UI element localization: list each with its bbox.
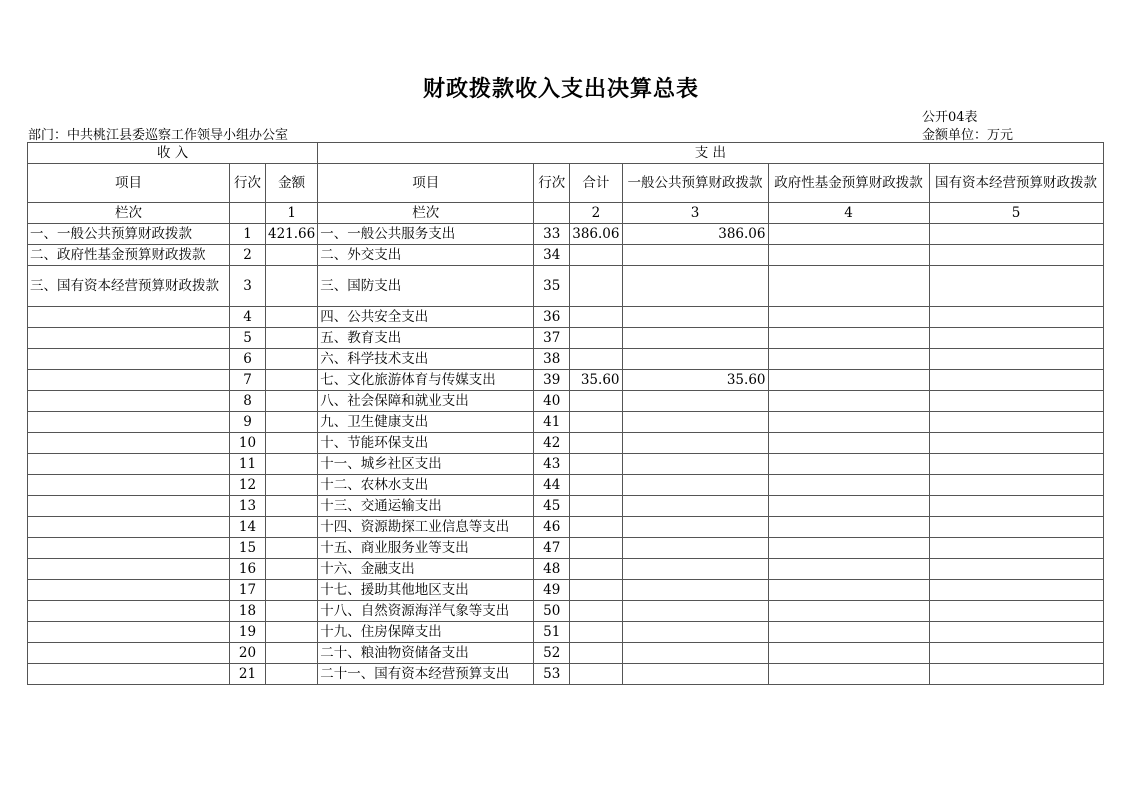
income-item-cell [28, 370, 230, 391]
table-row [28, 496, 1104, 517]
column-index-amount: 1 [266, 203, 318, 224]
expense-item-cell: 十五、商业服务业等支出 [318, 538, 534, 559]
table-row [28, 245, 1104, 266]
amount-unit-label: 金额单位：万元 [922, 128, 1014, 143]
department-label: 部门：中共桃江县委巡察工作领导小组办公室 [28, 128, 289, 143]
expense-item-cell: 十二、农林水支出 [318, 475, 534, 496]
general-budget-cell: 386.06 [622, 224, 768, 245]
expense-total-header: 合计 [570, 164, 622, 203]
total-amount-cell [570, 622, 622, 643]
total-amount-cell [570, 559, 622, 580]
gov-fund-cell [768, 349, 929, 370]
income-row-number: 3 [230, 266, 266, 307]
income-amount-cell [266, 496, 318, 517]
income-item-cell [28, 475, 230, 496]
general-budget-cell [622, 643, 768, 664]
income-item-cell [28, 643, 230, 664]
state-capital-cell [929, 224, 1103, 245]
total-amount-cell [570, 664, 622, 685]
general-budget-cell [622, 496, 768, 517]
expense-row-number: 35 [534, 266, 570, 307]
expense-row-number: 45 [534, 496, 570, 517]
general-budget-cell [622, 517, 768, 538]
general-budget-cell [622, 412, 768, 433]
general-budget-cell [622, 391, 768, 412]
income-amount-cell [266, 643, 318, 664]
general-budget-cell [622, 559, 768, 580]
state-capital-cell [929, 559, 1103, 580]
total-amount-cell [570, 245, 622, 266]
total-amount-cell [570, 412, 622, 433]
expense-item-cell: 五、教育支出 [318, 328, 534, 349]
income-item-cell [28, 496, 230, 517]
state-capital-cell [929, 412, 1103, 433]
income-amount-cell [266, 538, 318, 559]
state-capital-cell [929, 580, 1103, 601]
income-row-number: 4 [230, 307, 266, 328]
expense-item-cell: 八、社会保障和就业支出 [318, 391, 534, 412]
total-amount-cell [570, 643, 622, 664]
state-capital-cell [929, 328, 1103, 349]
general-budget-cell [622, 245, 768, 266]
income-item-cell [28, 433, 230, 454]
column-index-label-left: 栏次 [28, 203, 230, 224]
expense-item-cell: 二十、粮油物资储备支出 [318, 643, 534, 664]
table-row [28, 622, 1104, 643]
total-amount-cell [570, 391, 622, 412]
state-capital-cell [929, 245, 1103, 266]
state-capital-cell [929, 349, 1103, 370]
expense-item-cell: 三、国防支出 [318, 266, 534, 307]
state-capital-cell [929, 643, 1103, 664]
state-capital-cell [929, 266, 1103, 307]
gov-fund-header: 政府性基金预算财政拨款 [768, 164, 929, 203]
general-budget-cell [622, 622, 768, 643]
general-budget-cell [622, 266, 768, 307]
gov-fund-cell [768, 580, 929, 601]
column-index-gov-fund: 4 [768, 203, 929, 224]
income-row-number: 6 [230, 349, 266, 370]
expense-item-cell: 七、文化旅游体育与传媒支出 [318, 370, 534, 391]
form-number: 公开04表 [922, 110, 978, 125]
gov-fund-cell [768, 328, 929, 349]
income-item-cell [28, 412, 230, 433]
expense-item-cell: 十一、城乡社区支出 [318, 454, 534, 475]
income-row-number: 10 [230, 433, 266, 454]
table-row [28, 349, 1104, 370]
gov-fund-cell [768, 601, 929, 622]
expense-row-number: 50 [534, 601, 570, 622]
gov-fund-cell [768, 475, 929, 496]
state-capital-cell [929, 370, 1103, 391]
expense-row-number: 47 [534, 538, 570, 559]
income-item-cell: 三、国有资本经营预算财政拨款 [28, 266, 230, 307]
income-amount-cell [266, 245, 318, 266]
state-capital-cell [929, 433, 1103, 454]
income-row-no-header: 行次 [230, 164, 266, 203]
expense-row-number: 51 [534, 622, 570, 643]
expense-item-cell: 六、科学技术支出 [318, 349, 534, 370]
income-row-number: 21 [230, 664, 266, 685]
income-row-number: 12 [230, 475, 266, 496]
income-item-cell [28, 622, 230, 643]
gov-fund-cell [768, 517, 929, 538]
column-index-label-right: 栏次 [318, 203, 534, 224]
expense-row-number: 42 [534, 433, 570, 454]
income-item-header: 项目 [28, 164, 230, 203]
state-capital-cell [929, 664, 1103, 685]
expense-item-cell: 十三、交通运输支出 [318, 496, 534, 517]
state-capital-cell [929, 538, 1103, 559]
income-amount-cell: 421.66 [266, 224, 318, 245]
general-budget-cell: 35.60 [622, 370, 768, 391]
gov-fund-cell [768, 266, 929, 307]
expense-row-number: 49 [534, 580, 570, 601]
general-budget-cell [622, 433, 768, 454]
total-amount-cell [570, 266, 622, 307]
income-row-number: 19 [230, 622, 266, 643]
gov-fund-cell [768, 224, 929, 245]
expense-section-header: 支 出 [318, 143, 1103, 164]
gov-fund-cell [768, 454, 929, 475]
income-amount-cell [266, 433, 318, 454]
total-amount-cell: 35.60 [570, 370, 622, 391]
table-row [28, 475, 1104, 496]
budget-table [27, 142, 1104, 685]
expense-row-number: 36 [534, 307, 570, 328]
gov-fund-cell [768, 643, 929, 664]
expense-item-cell: 九、卫生健康支出 [318, 412, 534, 433]
table-row [28, 433, 1104, 454]
income-section-header: 收 入 [28, 143, 318, 164]
general-budget-cell [622, 580, 768, 601]
table-row [28, 517, 1104, 538]
expense-row-number: 44 [534, 475, 570, 496]
total-amount-cell [570, 307, 622, 328]
income-item-cell [28, 307, 230, 328]
gov-fund-cell [768, 622, 929, 643]
income-amount-cell [266, 622, 318, 643]
table-row [28, 454, 1104, 475]
total-amount-cell [570, 433, 622, 454]
column-index-total: 2 [570, 203, 622, 224]
state-capital-cell [929, 601, 1103, 622]
gov-fund-cell [768, 538, 929, 559]
expense-item-cell: 四、公共安全支出 [318, 307, 534, 328]
total-amount-cell [570, 601, 622, 622]
table-row [28, 328, 1104, 349]
income-item-cell [28, 559, 230, 580]
gov-fund-cell [768, 307, 929, 328]
income-row-number: 15 [230, 538, 266, 559]
expense-item-cell: 十、节能环保支出 [318, 433, 534, 454]
general-budget-cell [622, 349, 768, 370]
income-item-cell [28, 349, 230, 370]
income-amount-cell [266, 517, 318, 538]
income-row-number: 7 [230, 370, 266, 391]
income-item-cell [28, 454, 230, 475]
state-capital-cell [929, 454, 1103, 475]
income-amount-cell [266, 601, 318, 622]
table-row [28, 580, 1104, 601]
income-row-number: 16 [230, 559, 266, 580]
column-index-empty [230, 203, 266, 224]
expense-item-cell: 二十一、国有资本经营预算支出 [318, 664, 534, 685]
table-row [28, 391, 1104, 412]
total-amount-cell [570, 517, 622, 538]
table-row [28, 412, 1104, 433]
total-amount-cell: 386.06 [570, 224, 622, 245]
table-row [28, 370, 1104, 391]
gov-fund-cell [768, 412, 929, 433]
table-row [28, 266, 1104, 307]
income-amount-cell [266, 475, 318, 496]
expense-item-cell: 十七、援助其他地区支出 [318, 580, 534, 601]
table-row [28, 643, 1104, 664]
gov-fund-cell [768, 664, 929, 685]
state-capital-cell [929, 391, 1103, 412]
table-row [28, 559, 1104, 580]
column-index-empty [534, 203, 570, 224]
total-amount-cell [570, 349, 622, 370]
gov-fund-cell [768, 391, 929, 412]
column-index-general: 3 [622, 203, 768, 224]
total-amount-cell [570, 454, 622, 475]
income-amount-cell [266, 412, 318, 433]
income-item-cell [28, 538, 230, 559]
general-budget-cell [622, 475, 768, 496]
gov-fund-cell [768, 433, 929, 454]
income-item-cell [28, 517, 230, 538]
total-amount-cell [570, 475, 622, 496]
income-amount-cell [266, 370, 318, 391]
general-budget-cell [622, 307, 768, 328]
expense-row-number: 37 [534, 328, 570, 349]
page-title: 财政拨款收入支出决算总表 [422, 76, 699, 102]
expense-row-number: 33 [534, 224, 570, 245]
expense-row-number: 46 [534, 517, 570, 538]
income-amount-cell [266, 580, 318, 601]
gov-fund-cell [768, 370, 929, 391]
income-amount-cell [266, 391, 318, 412]
table-row [28, 538, 1104, 559]
expense-row-number: 39 [534, 370, 570, 391]
total-amount-cell [570, 538, 622, 559]
expense-item-cell: 十八、自然资源海洋气象等支出 [318, 601, 534, 622]
table-row [28, 224, 1104, 245]
income-amount-header: 金额 [266, 164, 318, 203]
income-row-number: 2 [230, 245, 266, 266]
income-amount-cell [266, 349, 318, 370]
income-row-number: 20 [230, 643, 266, 664]
general-budget-cell [622, 538, 768, 559]
income-amount-cell [266, 266, 318, 307]
income-row-number: 13 [230, 496, 266, 517]
income-item-cell [28, 391, 230, 412]
expense-row-number: 40 [534, 391, 570, 412]
total-amount-cell [570, 328, 622, 349]
income-row-number: 14 [230, 517, 266, 538]
income-item-cell [28, 601, 230, 622]
income-item-cell [28, 328, 230, 349]
table-row [28, 601, 1104, 622]
income-item-cell: 一、一般公共预算财政拨款 [28, 224, 230, 245]
expense-row-number: 41 [534, 412, 570, 433]
income-row-number: 18 [230, 601, 266, 622]
state-capital-cell [929, 622, 1103, 643]
general-budget-cell [622, 328, 768, 349]
total-amount-cell [570, 496, 622, 517]
expense-row-number: 52 [534, 643, 570, 664]
table-row [28, 307, 1104, 328]
income-amount-cell [266, 454, 318, 475]
gov-fund-cell [768, 496, 929, 517]
general-budget-header: 一般公共预算财政拨款 [622, 164, 768, 203]
expense-row-number: 53 [534, 664, 570, 685]
expense-row-number: 34 [534, 245, 570, 266]
state-capital-header: 国有资本经营预算财政拨款 [929, 164, 1103, 203]
expense-item-cell: 二、外交支出 [318, 245, 534, 266]
state-capital-cell [929, 475, 1103, 496]
state-capital-cell [929, 496, 1103, 517]
expense-row-no-header: 行次 [534, 164, 570, 203]
expense-item-cell: 十九、住房保障支出 [318, 622, 534, 643]
income-amount-cell [266, 328, 318, 349]
gov-fund-cell [768, 559, 929, 580]
income-amount-cell [266, 559, 318, 580]
general-budget-cell [622, 454, 768, 475]
state-capital-cell [929, 307, 1103, 328]
table-row [28, 664, 1104, 685]
expense-row-number: 43 [534, 454, 570, 475]
expense-item-cell: 十四、资源勘探工业信息等支出 [318, 517, 534, 538]
income-row-number: 11 [230, 454, 266, 475]
income-row-number: 8 [230, 391, 266, 412]
income-row-number: 1 [230, 224, 266, 245]
income-item-cell [28, 664, 230, 685]
expense-row-number: 48 [534, 559, 570, 580]
income-amount-cell [266, 664, 318, 685]
income-row-number: 9 [230, 412, 266, 433]
general-budget-cell [622, 664, 768, 685]
expense-item-cell: 十六、金融支出 [318, 559, 534, 580]
state-capital-cell [929, 517, 1103, 538]
expense-item-header: 项目 [318, 164, 534, 203]
total-amount-cell [570, 580, 622, 601]
income-amount-cell [266, 307, 318, 328]
column-index-state-capital: 5 [929, 203, 1103, 224]
expense-item-cell: 一、一般公共服务支出 [318, 224, 534, 245]
gov-fund-cell [768, 245, 929, 266]
general-budget-cell [622, 601, 768, 622]
income-item-cell [28, 580, 230, 601]
income-row-number: 5 [230, 328, 266, 349]
income-row-number: 17 [230, 580, 266, 601]
expense-row-number: 38 [534, 349, 570, 370]
income-item-cell: 二、政府性基金预算财政拨款 [28, 245, 230, 266]
